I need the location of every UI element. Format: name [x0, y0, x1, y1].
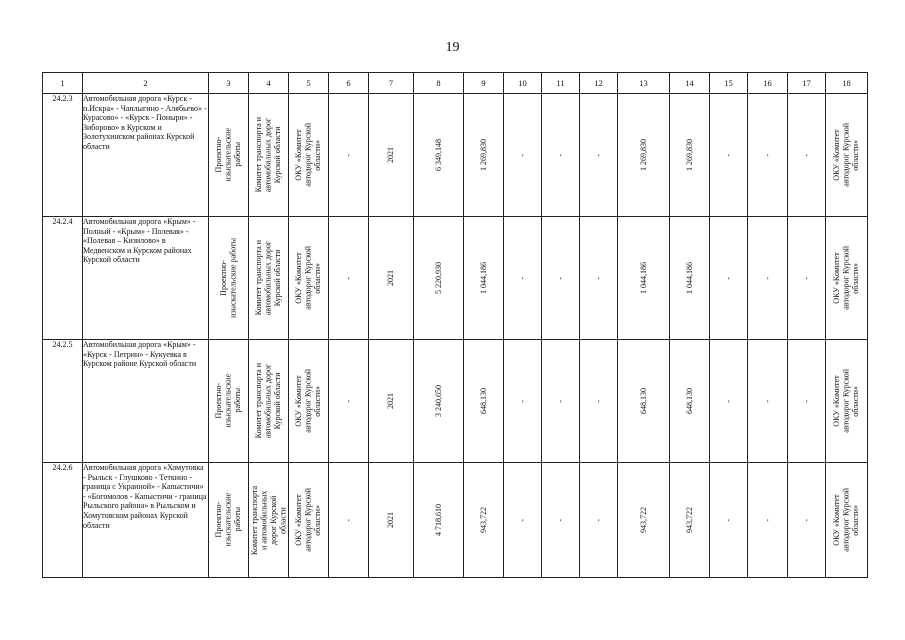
value-cell: 1 044,186	[464, 217, 504, 340]
col-header: 11	[542, 73, 580, 94]
value-cell: -	[329, 217, 369, 340]
row-code: 24.2.6	[43, 463, 83, 578]
col-header: 10	[504, 73, 542, 94]
value-cell: 5 220,930	[414, 217, 464, 340]
work-type-cell: Проектно- изыскательские работы	[209, 94, 249, 217]
value-cell: -	[748, 94, 788, 217]
responsible-cell: ОКУ «Комитет автодорог Курской области»	[826, 217, 868, 340]
committee-cell: Комитет транспорта и автомобильных дорог Курской области	[249, 217, 289, 340]
work-type-cell: Проектно- изыскательские работы	[209, 340, 249, 463]
value-cell: -	[504, 217, 542, 340]
value-cell: 648,130	[670, 340, 710, 463]
table-row	[43, 463, 868, 578]
row-code: 24.2.5	[43, 340, 83, 463]
work-type-cell: Проектно- изыскательские работы	[209, 217, 249, 340]
value-cell: -	[542, 94, 580, 217]
road-name: Автомобильная дорога «Курск - п.Искра» - Чаплыгино - Алябьево» - Курасово» - «Курск - Поныри» - Зиборово» в Курском и Золотухинском районах Курской области	[83, 94, 209, 217]
year-cell: 2021	[369, 217, 414, 340]
value-cell: 648,130	[618, 340, 670, 463]
value-cell: 1 269,830	[618, 94, 670, 217]
value-cell: -	[329, 340, 369, 463]
responsible-cell: ОКУ «Комитет автодорог Курской области»	[826, 94, 868, 217]
table-row	[43, 217, 868, 340]
value-cell: -	[710, 340, 748, 463]
road-name: Автомобильная дорога «Крым» - Полный - «Крым» - Полевая» - «Полевая – Кизилово» в Медвенском и Курском районах Курской области	[83, 217, 209, 340]
value-cell: -	[788, 463, 826, 578]
executor-cell: ОКУ «Комитет автодорог Курской области»	[289, 94, 329, 217]
value-cell: -	[504, 463, 542, 578]
year-cell: 2021	[369, 94, 414, 217]
value-cell: 943,722	[464, 463, 504, 578]
col-header: 17	[788, 73, 826, 94]
table-row	[43, 94, 868, 217]
col-header: 7	[369, 73, 414, 94]
executor-cell: ОКУ «Комитет автодорог Курской области»	[289, 217, 329, 340]
col-header: 9	[464, 73, 504, 94]
committee-cell: Комитет транспорта и автомобильных дорог Курской области	[249, 94, 289, 217]
executor-cell: ОКУ «Комитет автодорог Курской области»	[289, 340, 329, 463]
value-cell: -	[580, 340, 618, 463]
page-number: 19	[445, 40, 460, 55]
value-cell: -	[329, 463, 369, 578]
value-cell: -	[710, 463, 748, 578]
value-cell: -	[710, 94, 748, 217]
col-header: 6	[329, 73, 369, 94]
road-name: Автомобильная дорога «Крым» - «Курск - Петрин» - Кукуевка в Курском районе Курской области	[83, 340, 209, 463]
value-cell: -	[542, 463, 580, 578]
responsible-cell: ОКУ «Комитет автодорог Курской области»	[826, 340, 868, 463]
value-cell: 1 269,830	[464, 94, 504, 217]
value-cell: 1 269,830	[670, 94, 710, 217]
value-cell: -	[504, 340, 542, 463]
committee-cell: Комитет транспорта и автомобильных дорог Курской области	[249, 463, 289, 578]
col-header: 16	[748, 73, 788, 94]
value-cell: -	[788, 217, 826, 340]
value-cell: 3 240,650	[414, 340, 464, 463]
col-header: 2	[83, 73, 209, 94]
value-cell: -	[748, 217, 788, 340]
col-header: 15	[710, 73, 748, 94]
value-cell: -	[748, 340, 788, 463]
col-header: 5	[289, 73, 329, 94]
value-cell: 943,722	[670, 463, 710, 578]
col-header: 8	[414, 73, 464, 94]
executor-cell: ОКУ «Комитет автодорог Курской области»	[289, 463, 329, 578]
value-cell: 6 349,148	[414, 94, 464, 217]
col-header: 3	[209, 73, 249, 94]
row-code: 24.2.3	[43, 94, 83, 217]
col-header: 1	[43, 73, 83, 94]
value-cell: -	[580, 94, 618, 217]
value-cell: 4 718,610	[414, 463, 464, 578]
header-row	[43, 73, 868, 94]
value-cell: -	[580, 463, 618, 578]
col-header: 12	[580, 73, 618, 94]
program-table	[42, 72, 868, 578]
row-code: 24.2.4	[43, 217, 83, 340]
value-cell: -	[710, 217, 748, 340]
work-type-cell: Проектно- изыскательские работы	[209, 463, 249, 578]
value-cell: 943,722	[618, 463, 670, 578]
table-row	[43, 340, 868, 463]
year-cell: 2021	[369, 340, 414, 463]
committee-cell: Комитет транспорта и автомобильных дорог Курской области	[249, 340, 289, 463]
col-header: 13	[618, 73, 670, 94]
value-cell: -	[542, 340, 580, 463]
road-name: Автомобильная дорога «Хомутовка - Рыльск - Глушково - Теткино - граница с Украиной» - Капыстичи» - «Богомолов - Капыстичи - граница Рыльского района» в Рыльском и Хомутовском районах Курской области	[83, 463, 209, 578]
value-cell: -	[542, 217, 580, 340]
value-cell: 1 044,186	[618, 217, 670, 340]
responsible-cell: ОКУ «Комитет автодорог Курской области»	[826, 463, 868, 578]
value-cell: -	[788, 94, 826, 217]
col-header: 14	[670, 73, 710, 94]
value-cell: -	[504, 94, 542, 217]
value-cell: 648,130	[464, 340, 504, 463]
value-cell: -	[580, 217, 618, 340]
value-cell: -	[788, 340, 826, 463]
col-header: 4	[249, 73, 289, 94]
col-header: 18	[826, 73, 868, 94]
value-cell: -	[748, 463, 788, 578]
value-cell: 1 044,186	[670, 217, 710, 340]
value-cell: -	[329, 94, 369, 217]
year-cell: 2021	[369, 463, 414, 578]
